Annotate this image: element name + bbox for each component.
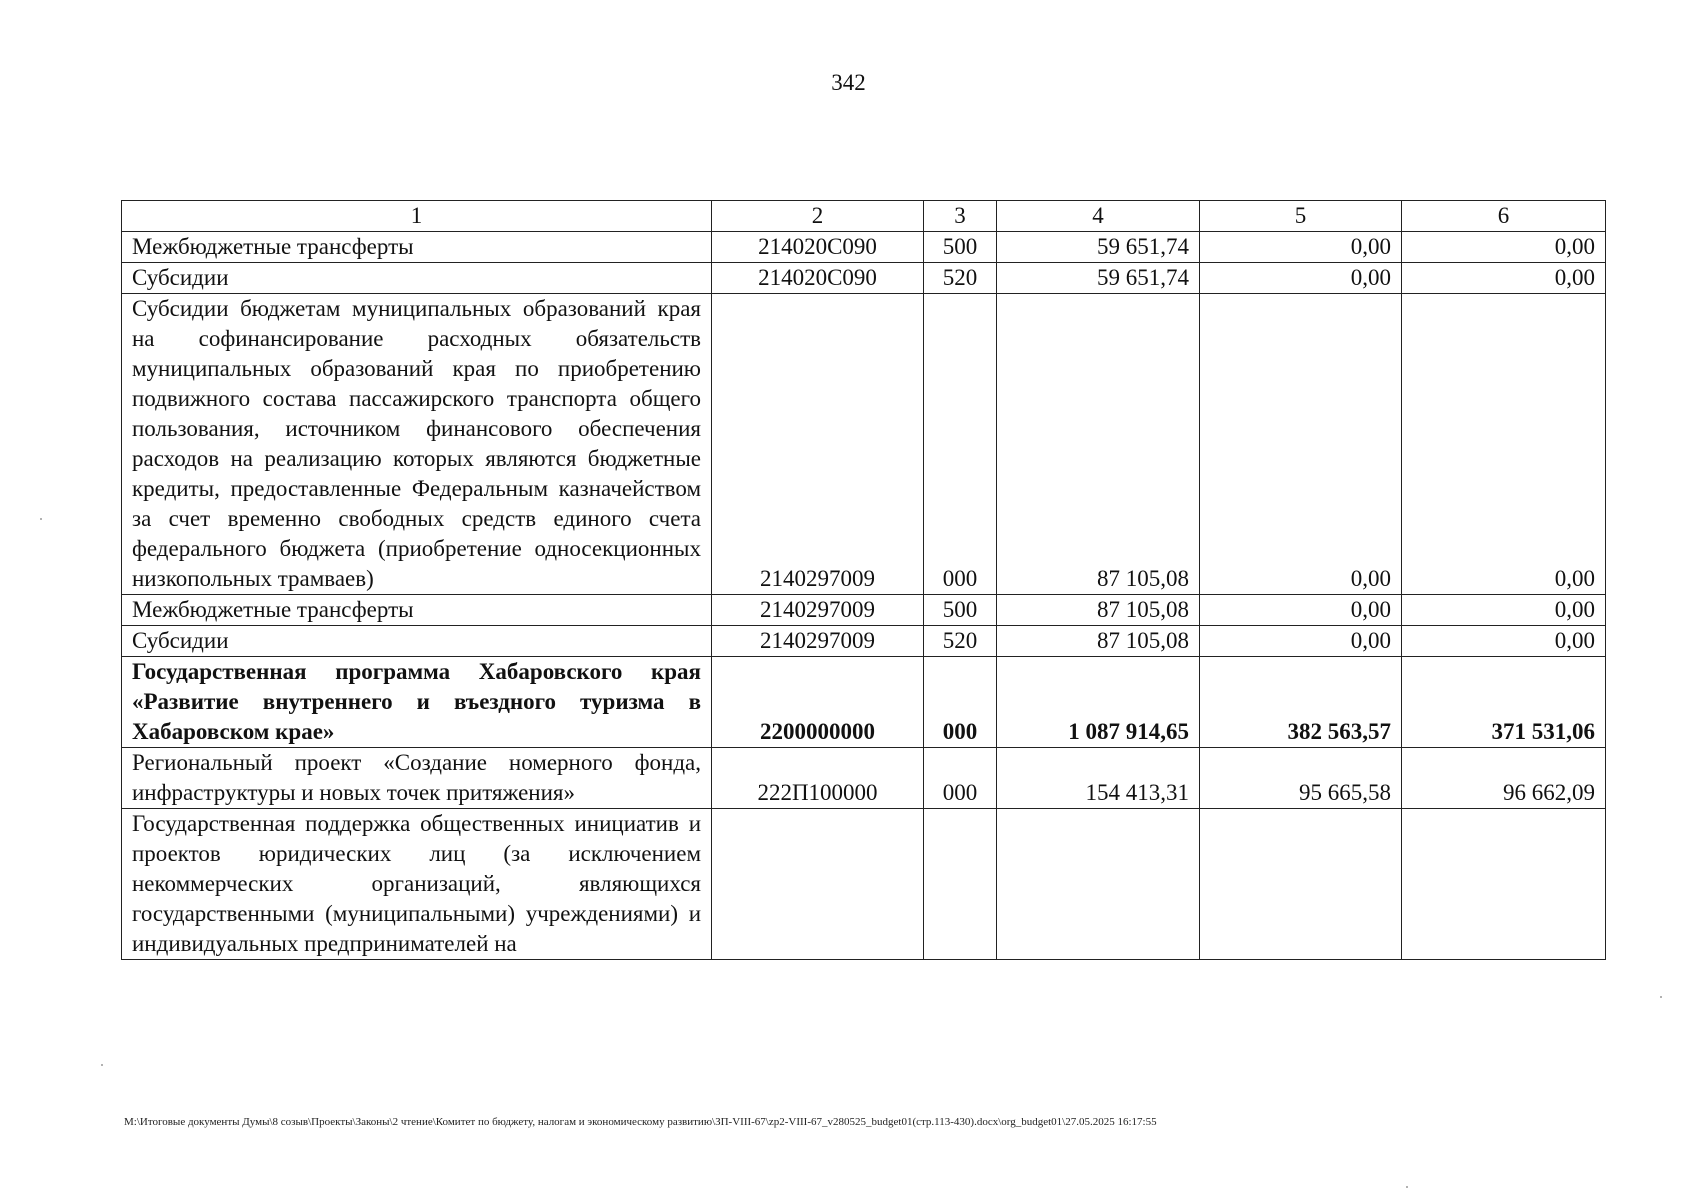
row-target-code: 2200000000 xyxy=(712,657,924,748)
row-amount-col4 xyxy=(997,809,1200,960)
row-target-code: 2140297009 xyxy=(712,595,924,626)
column-number: 5 xyxy=(1200,201,1402,232)
row-amount-col4: 87 105,08 xyxy=(997,626,1200,657)
row-amount-col6: 96 662,09 xyxy=(1402,748,1606,809)
row-amount-col6: 0,00 xyxy=(1402,263,1606,294)
row-expense-type xyxy=(924,809,997,960)
table-row xyxy=(122,232,1606,263)
row-amount-col5: 382 563,57 xyxy=(1200,657,1402,748)
row-expense-type: 520 xyxy=(924,626,997,657)
scan-speck xyxy=(101,1064,103,1066)
column-number: 1 xyxy=(122,201,712,232)
row-amount-col5: 95 665,58 xyxy=(1200,748,1402,809)
scan-speck xyxy=(1406,1186,1408,1188)
row-name: Межбюджетные трансферты xyxy=(122,232,712,263)
row-expense-type: 000 xyxy=(924,657,997,748)
table-row-continued xyxy=(122,809,1606,960)
row-target-code: 214020С090 xyxy=(712,232,924,263)
row-amount-col4: 154 413,31 xyxy=(997,748,1200,809)
table-row-program-total xyxy=(122,657,1606,748)
table-row xyxy=(122,294,1606,595)
row-amount-col6: 0,00 xyxy=(1402,232,1606,263)
row-name: Субсидии xyxy=(122,263,712,294)
row-amount-col4: 59 651,74 xyxy=(997,263,1200,294)
row-expense-type: 520 xyxy=(924,263,997,294)
row-expense-type: 500 xyxy=(924,232,997,263)
row-amount-col6: 0,00 xyxy=(1402,626,1606,657)
row-target-code xyxy=(712,809,924,960)
row-name: Государственная программа Хабаровского края «Развитие внутреннего и въездного туризма в Хабаровском крае» xyxy=(122,657,712,748)
row-expense-type: 000 xyxy=(924,748,997,809)
row-amount-col5 xyxy=(1200,809,1402,960)
row-amount-col4: 87 105,08 xyxy=(997,294,1200,595)
column-number-row xyxy=(122,201,1606,232)
table-row xyxy=(122,748,1606,809)
table-row xyxy=(122,263,1606,294)
row-amount-col5: 0,00 xyxy=(1200,294,1402,595)
row-target-code: 2140297009 xyxy=(712,294,924,595)
row-amount-col5: 0,00 xyxy=(1200,232,1402,263)
scan-speck xyxy=(1660,996,1662,998)
row-amount-col4: 59 651,74 xyxy=(997,232,1200,263)
column-number: 4 xyxy=(997,201,1200,232)
row-amount-col6: 0,00 xyxy=(1402,294,1606,595)
table-row xyxy=(122,595,1606,626)
row-target-code: 214020С090 xyxy=(712,263,924,294)
column-number: 2 xyxy=(712,201,924,232)
row-amount-col4: 87 105,08 xyxy=(997,595,1200,626)
row-amount-col4: 1 087 914,65 xyxy=(997,657,1200,748)
row-name: Субсидии xyxy=(122,626,712,657)
row-name: Межбюджетные трансферты xyxy=(122,595,712,626)
row-amount-col5: 0,00 xyxy=(1200,263,1402,294)
row-target-code: 2140297009 xyxy=(712,626,924,657)
table-row xyxy=(122,626,1606,657)
document-file-path: М:\Итоговые документы Думы\8 созыв\Проекты\Законы\2 чтение\Комитет по бюджету, налогам и экономическому развитию\ЗП-VIII-67\zp2-VIII-67_v280525_budget01(стр.113-430).docx\org_budget01\27.05.2025 16:17:55 xyxy=(124,1116,1157,1128)
row-amount-col5: 0,00 xyxy=(1200,595,1402,626)
row-expense-type: 500 xyxy=(924,595,997,626)
row-amount-col6 xyxy=(1402,809,1606,960)
column-number: 6 xyxy=(1402,201,1606,232)
budget-table xyxy=(121,200,1606,960)
row-amount-col6: 371 531,06 xyxy=(1402,657,1606,748)
scan-speck xyxy=(40,518,42,520)
row-amount-col5: 0,00 xyxy=(1200,626,1402,657)
row-amount-col6: 0,00 xyxy=(1402,595,1606,626)
row-name: Субсидии бюджетам муниципальных образований края на софинансирование расходных обязательств муниципальных образований края по приобретению подвижного состава пассажирского транспорта общего пользования, источником финансового обеспечения расходов на реализацию которых являются бюджетные кредиты, предоставленные Федеральным казначейством за счет временно свободных средств единого счета федерального бюджета (приобретение односекционных низкопольных трамваев) xyxy=(122,294,712,595)
page-number: 342 xyxy=(831,70,866,95)
row-target-code: 222П100000 xyxy=(712,748,924,809)
row-name: Государственная поддержка общественных инициатив и проектов юридических лиц (за исключением некоммерческих организаций, являющихся государственными (муниципальными) учреждениями) и индивидуальных предпринимателей на xyxy=(122,809,712,960)
row-name: Региональный проект «Создание номерного фонда, инфраструктуры и новых точек притяжения» xyxy=(122,748,712,809)
row-expense-type: 000 xyxy=(924,294,997,595)
column-number: 3 xyxy=(924,201,997,232)
